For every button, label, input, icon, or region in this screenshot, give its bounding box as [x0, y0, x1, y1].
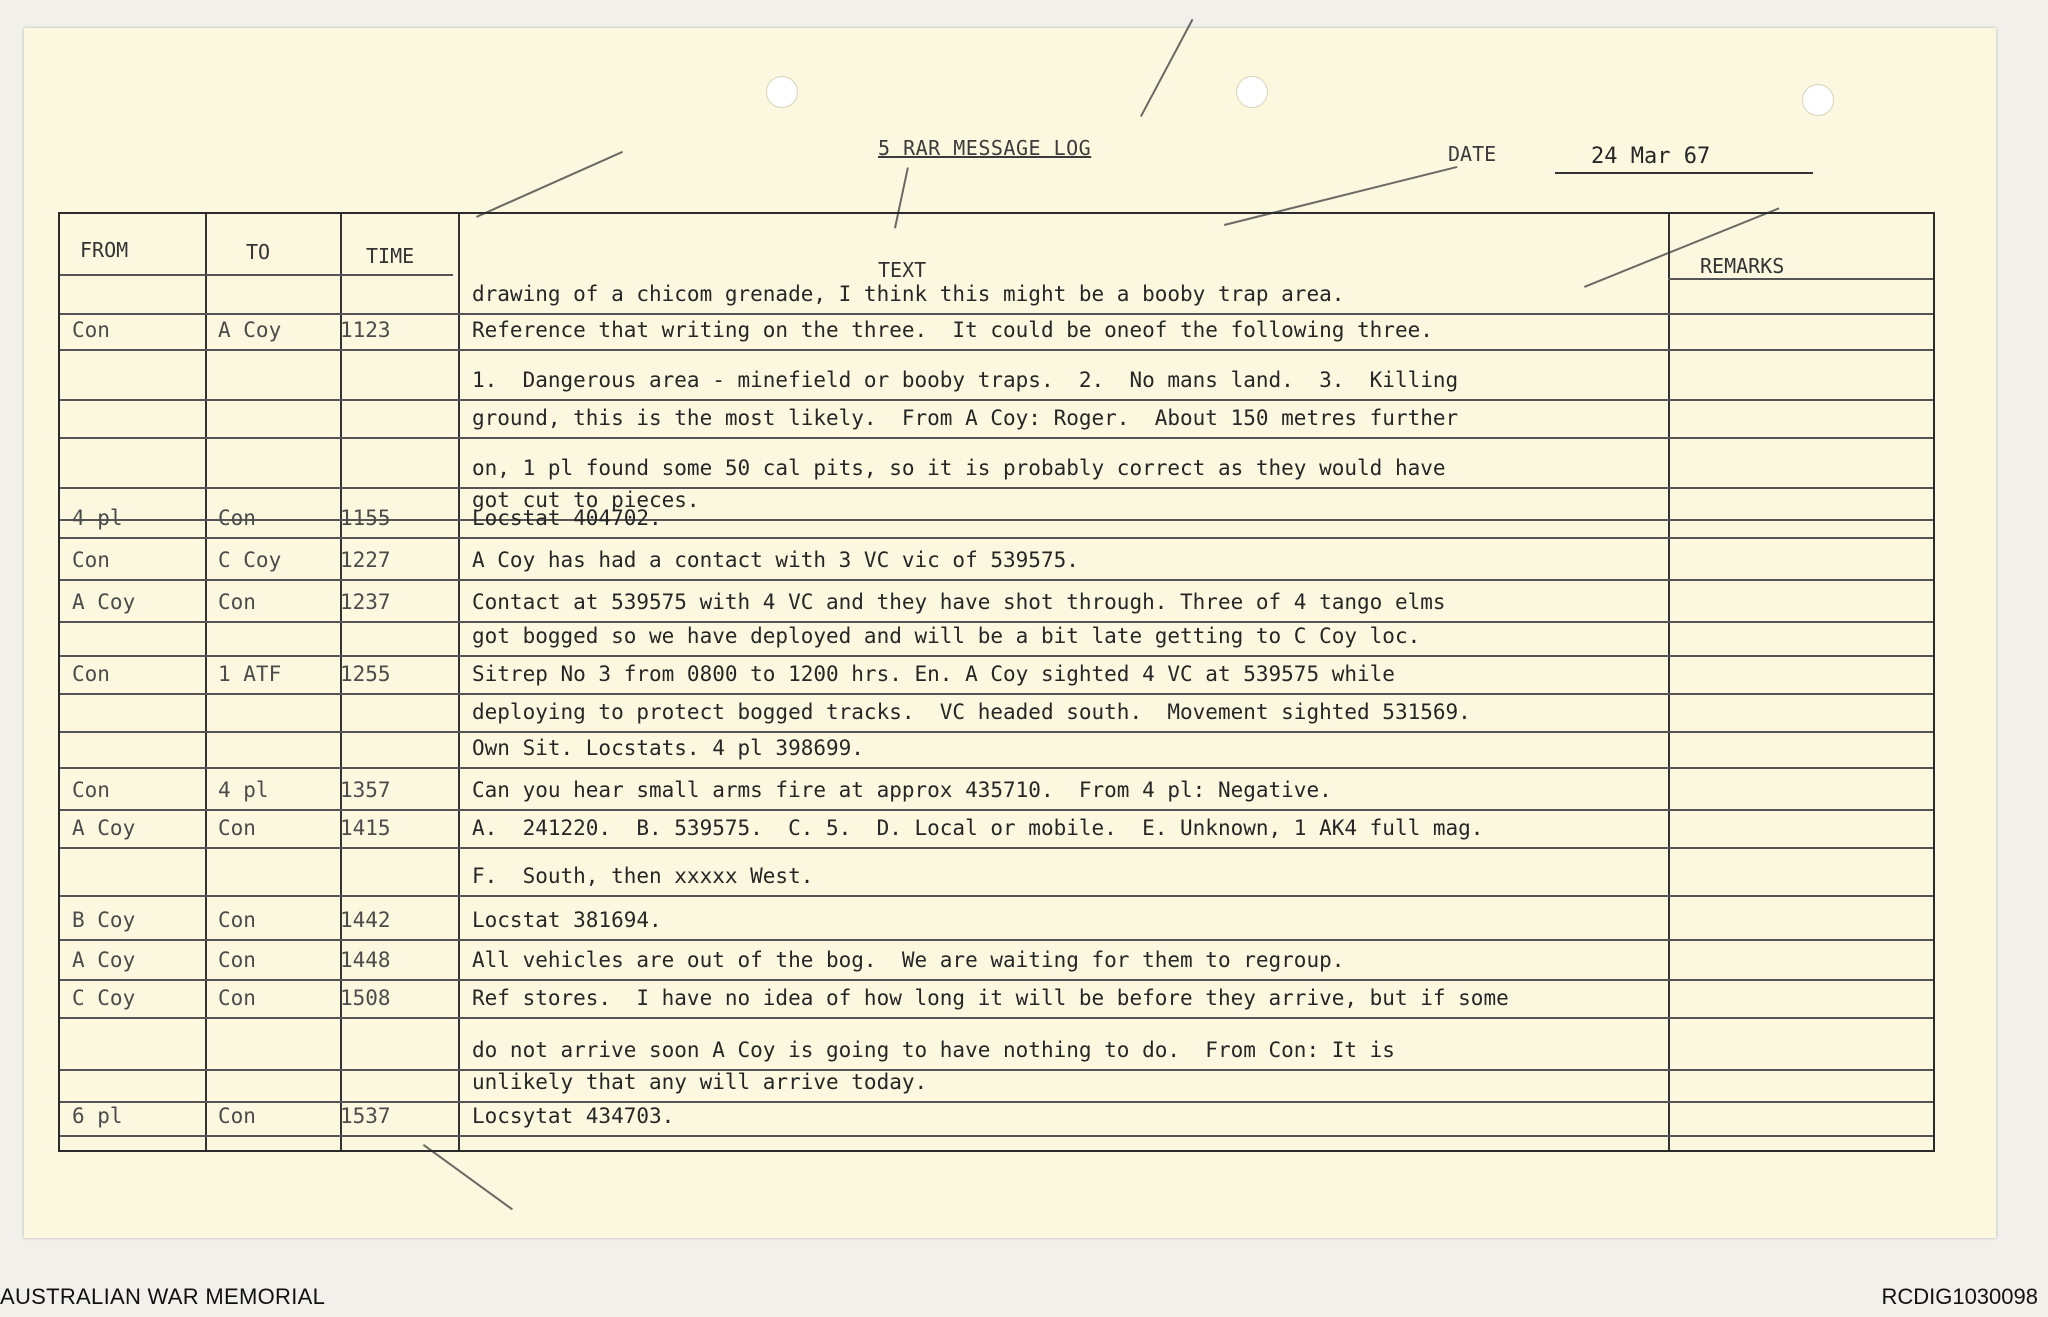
column-divider [205, 214, 207, 1150]
to-cell: Con [218, 506, 256, 530]
column-divider [1668, 214, 1670, 1150]
from-cell: A Coy [72, 948, 136, 972]
archive-credit: AUSTRALIAN WAR MEMORIAL [0, 1284, 326, 1309]
row-rule [60, 767, 1933, 769]
row-rule [60, 313, 1933, 315]
time-cell: 1537 [340, 1104, 391, 1128]
row-rule [60, 847, 1933, 849]
time-cell: 1448 [340, 948, 391, 972]
row-rule [60, 1017, 1933, 1019]
row-rule [60, 1101, 1933, 1103]
text-cell: A Coy has had a contact with 3 VC vic of 539575. [472, 548, 1079, 572]
row-rule [60, 655, 1933, 657]
punch-hole [1236, 76, 1268, 108]
row-rule [60, 693, 1933, 695]
from-cell: 6 pl [72, 1104, 123, 1128]
date-label: DATE [1448, 142, 1497, 166]
header-remarks: REMARKS [1700, 254, 1785, 278]
to-cell: Con [218, 590, 256, 614]
row-rule [60, 731, 1933, 733]
from-cell: Con [72, 548, 110, 572]
text-cell: Locsytat 434703. [472, 1104, 675, 1128]
to-cell: 1 ATF [218, 662, 282, 686]
time-cell: 1227 [340, 548, 391, 572]
text-cell: 1. Dangerous area - minefield or booby traps. 2. No mans land. 3. Killing [472, 368, 1459, 392]
time-cell: 1415 [340, 816, 391, 840]
text-cell: Locstat 404702. [472, 506, 662, 530]
from-cell: B Coy [72, 908, 136, 932]
time-cell: 1357 [340, 778, 391, 802]
from-cell: 4 pl [72, 506, 123, 530]
time-cell: 1123 [340, 318, 391, 342]
row-rule [60, 487, 1933, 489]
date-value: 24 Mar 67 [1555, 144, 1813, 174]
log-title: 5 RAR MESSAGE LOG [878, 136, 1092, 160]
text-cell: Reference that writing on the three. It could be oneof the following three. [472, 318, 1433, 342]
row-rule [60, 537, 1933, 539]
row-rule [60, 621, 1933, 623]
pen-mark [1140, 19, 1193, 117]
archive-reference: RCDIG1030098 [1881, 1284, 2038, 1309]
pen-mark [476, 151, 623, 217]
text-cell: A. 241220. B. 539575. C. 5. D. Local or mobile. E. Unknown, 1 AK4 full mag. [472, 816, 1484, 840]
text-cell: got cut to pieces. [472, 488, 700, 512]
text-cell: Sitrep No 3 from 0800 to 1200 hrs. En. A Coy sighted 4 VC at 539575 while [472, 662, 1395, 686]
text-cell: got bogged so we have deployed and will be a bit late getting to C Coy loc. [472, 624, 1421, 648]
from-cell: Con [72, 778, 110, 802]
from-cell: Con [72, 662, 110, 686]
header-rule [1668, 278, 1933, 280]
row-rule [60, 809, 1933, 811]
from-cell: Con [72, 318, 110, 342]
time-cell: 1442 [340, 908, 391, 932]
to-cell: Con [218, 1104, 256, 1128]
header-rule [60, 274, 453, 276]
text-cell: ground, this is the most likely. From A Coy: Roger. About 150 metres further [472, 406, 1459, 430]
to-cell: Con [218, 816, 256, 840]
text-cell: Own Sit. Locstats. 4 pl 398699. [472, 736, 864, 760]
message-log-table [58, 212, 1935, 1152]
row-rule [60, 399, 1933, 401]
header-time: TIME [366, 244, 415, 268]
from-cell: A Coy [72, 590, 136, 614]
text-cell: unlikely that any will arrive today. [472, 1070, 928, 1094]
text-cell: Can you hear small arms fire at approx 435710. From 4 pl: Negative. [472, 778, 1332, 802]
row-rule [60, 349, 1933, 351]
header-text: TEXT [878, 258, 927, 282]
to-cell: Con [218, 986, 256, 1010]
to-cell: Con [218, 948, 256, 972]
punch-hole [1802, 84, 1834, 116]
to-cell: A Coy [218, 318, 282, 342]
row-rule [60, 1135, 1933, 1137]
from-cell: A Coy [72, 816, 136, 840]
text-cell: drawing of a chicom grenade, I think this might be a booby trap area. [472, 282, 1345, 306]
time-cell: 1508 [340, 986, 391, 1010]
punch-hole [766, 76, 798, 108]
time-cell: 1237 [340, 590, 391, 614]
text-cell: F. South, then xxxxx West. [472, 864, 814, 888]
time-cell: 1255 [340, 662, 391, 686]
header-from: FROM [80, 238, 129, 262]
row-rule [60, 939, 1933, 941]
text-cell: Ref stores. I have no idea of how long it will be before they arrive, but if some [472, 986, 1509, 1010]
row-rule [60, 1069, 1933, 1071]
text-cell: Contact at 539575 with 4 VC and they have shot through. Three of 4 tango elms [472, 590, 1446, 614]
text-cell: do not arrive soon A Coy is going to have nothing to do. From Con: It is [472, 1038, 1395, 1062]
text-cell: on, 1 pl found some 50 cal pits, so it is probably correct as they would have [472, 456, 1446, 480]
row-rule [60, 579, 1933, 581]
text-cell: All vehicles are out of the bog. We are waiting for them to regroup. [472, 948, 1345, 972]
text-cell: Locstat 381694. [472, 908, 662, 932]
header-to: TO [246, 240, 271, 264]
pen-mark [423, 1144, 513, 1210]
to-cell: 4 pl [218, 778, 269, 802]
text-cell: deploying to protect bogged tracks. VC headed south. Movement sighted 531569. [472, 700, 1471, 724]
time-cell: 1155 [340, 506, 391, 530]
from-cell: C Coy [72, 986, 136, 1010]
row-rule [60, 437, 1933, 439]
to-cell: Con [218, 908, 256, 932]
column-divider [458, 214, 460, 1150]
to-cell: C Coy [218, 548, 282, 572]
row-rule [60, 895, 1933, 897]
row-rule [60, 979, 1933, 981]
